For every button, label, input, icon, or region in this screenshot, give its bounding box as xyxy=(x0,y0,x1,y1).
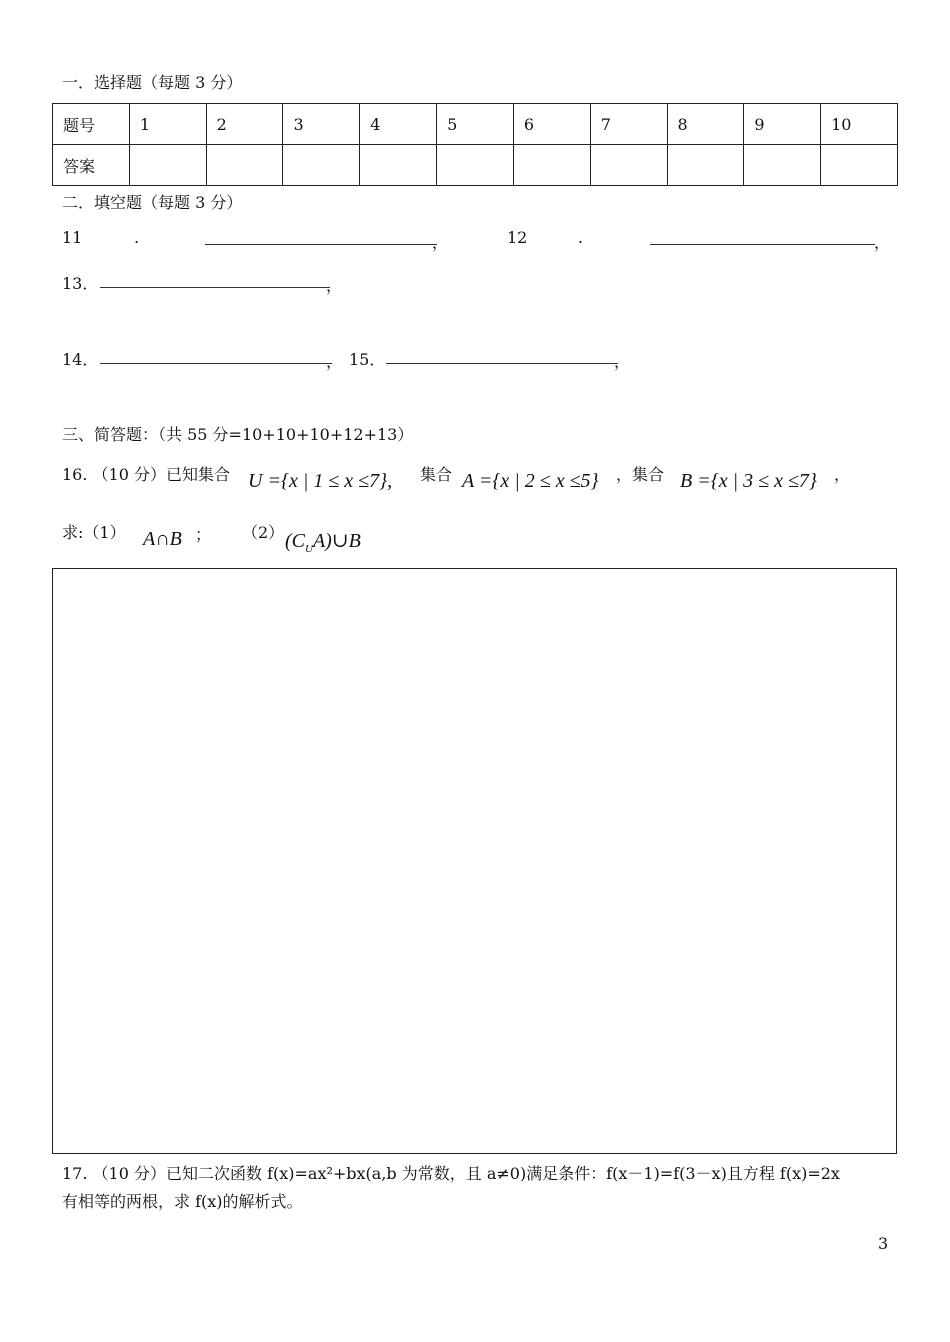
part2-subscript: U xyxy=(305,543,313,555)
answer-cell[interactable] xyxy=(744,145,821,186)
q17-line1: 17. （10 分）已知二次函数 f(x)=ax²+bx(a,b 为常数，且 a≠0)满足条件：f(x－1)=f(3－x)且方程 f(x)=2x xyxy=(62,1164,840,1183)
part2-label: （2） xyxy=(242,523,285,542)
q16-intro: 16. （10 分）已知集合 xyxy=(62,465,230,484)
answer-cell[interactable] xyxy=(667,145,744,186)
question-number: 5 xyxy=(437,104,514,145)
question-number: 1 xyxy=(129,104,206,145)
question-number: 8 xyxy=(667,104,744,145)
question-number: 9 xyxy=(744,104,821,145)
q12-dot: . xyxy=(578,228,584,247)
q11-dot: . xyxy=(134,228,140,247)
q11-number: 11 xyxy=(62,228,83,247)
table-row xyxy=(53,104,898,145)
part2-open: (C xyxy=(285,530,305,552)
q13-blank[interactable] xyxy=(100,273,330,292)
question-number: 10 xyxy=(821,104,898,145)
q16-ask: 求:（1） xyxy=(62,523,126,542)
part1-semicolon: ； xyxy=(195,525,212,544)
answer-cell[interactable] xyxy=(821,145,898,186)
q13-comma: ， xyxy=(326,276,343,295)
page-number: 3 xyxy=(878,1234,889,1253)
q14-blank[interactable] xyxy=(100,349,332,368)
answer-cell[interactable] xyxy=(513,145,590,186)
answer-cell[interactable] xyxy=(129,145,206,186)
set-u-formula: U ={x | 1 ≤ x ≤7}, xyxy=(248,470,393,492)
set-a-formula: A ={x | 2 ≤ x ≤5} xyxy=(462,470,599,492)
q16-mid2: ，集合 xyxy=(616,465,665,484)
question-number: 7 xyxy=(590,104,667,145)
question-number: 4 xyxy=(360,104,437,145)
part2-rest: A)∪B xyxy=(312,530,361,552)
question-number: 3 xyxy=(283,104,360,145)
q15-label: 15． xyxy=(349,350,386,369)
q14-label: 14． xyxy=(62,350,99,369)
q12-comma: ， xyxy=(874,233,891,252)
q12-blank[interactable] xyxy=(650,230,875,249)
set-b-formula: B ={x | 3 ≤ x ≤7} xyxy=(680,470,817,492)
section3-title: 三、简答题：（共 55 分=10+10+10+12+13） xyxy=(62,425,414,444)
table-row xyxy=(53,145,898,186)
q16-end: ， xyxy=(834,465,851,484)
q14-comma: ， xyxy=(326,352,343,371)
question-number: 6 xyxy=(513,104,590,145)
q15-comma: ， xyxy=(614,352,631,371)
answer-table xyxy=(52,103,898,186)
q12-number: 12 xyxy=(507,228,528,247)
answer-box[interactable] xyxy=(52,568,897,1154)
answer-cell[interactable] xyxy=(437,145,514,186)
q17-line2: 有相等的两根，求 f(x)的解析式。 xyxy=(62,1192,303,1211)
section1-title: 一．选择题（每题 3 分） xyxy=(62,73,243,92)
q11-comma: ， xyxy=(432,233,449,252)
section2-title: 二．填空题（每题 3 分） xyxy=(62,193,243,212)
q15-blank[interactable] xyxy=(386,349,618,368)
part2-formula xyxy=(285,528,361,555)
answer-cell[interactable] xyxy=(206,145,283,186)
answer-cell[interactable] xyxy=(283,145,360,186)
answer-cell[interactable] xyxy=(590,145,667,186)
row-label: 题号 xyxy=(53,104,130,145)
question-number: 2 xyxy=(206,104,283,145)
row-label: 答案 xyxy=(53,145,130,186)
answer-cell[interactable] xyxy=(360,145,437,186)
q13-label: 13． xyxy=(62,274,99,293)
part1-formula: A∩B xyxy=(143,528,182,550)
q16-mid1: 集合 xyxy=(420,465,453,484)
q11-blank[interactable] xyxy=(205,230,437,249)
